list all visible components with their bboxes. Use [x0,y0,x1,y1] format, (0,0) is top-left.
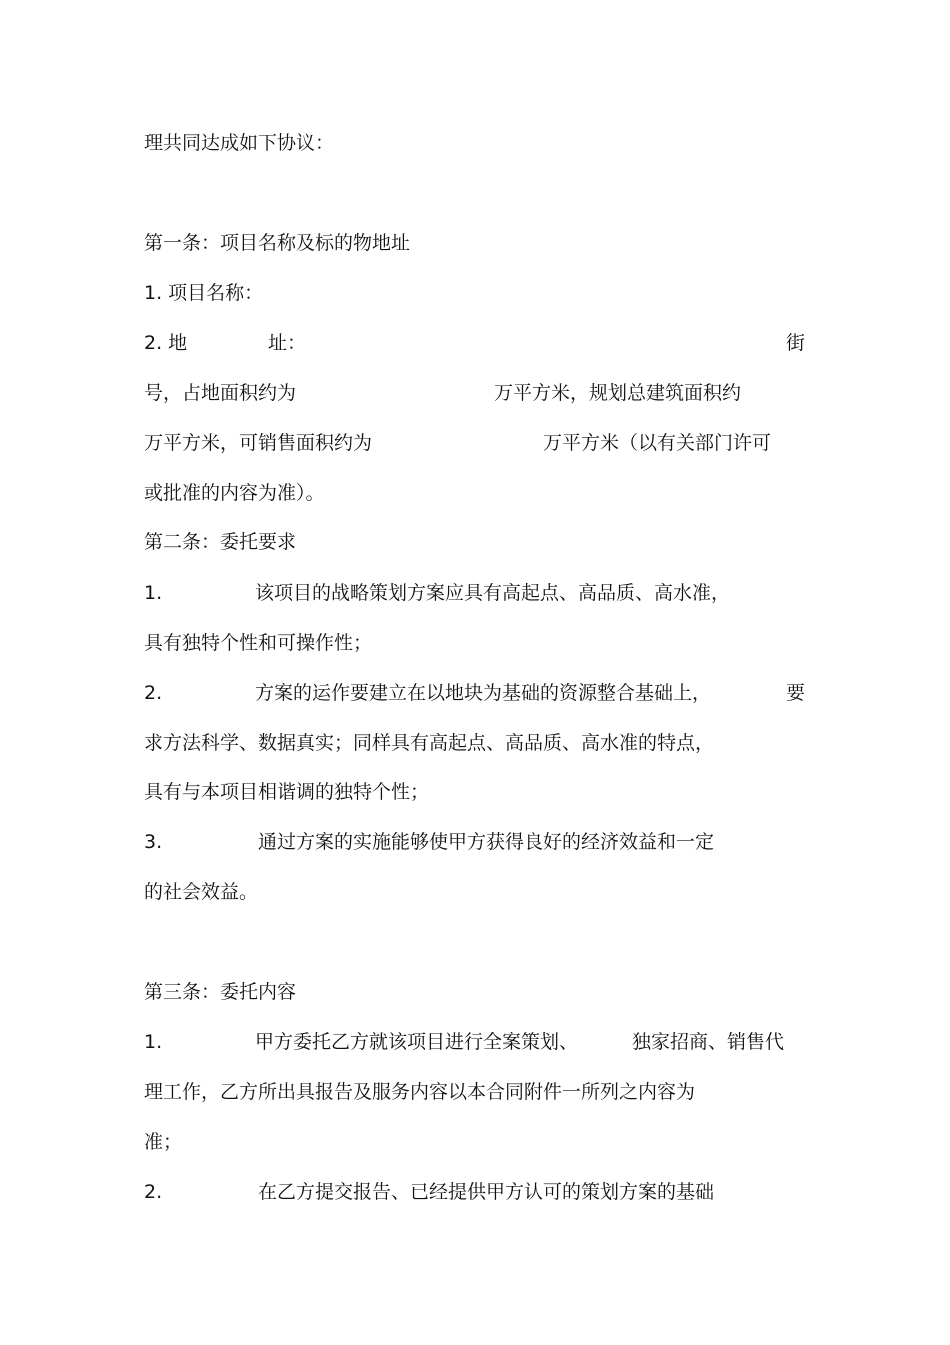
text-segment: 要 [786,682,806,704]
text-segment: 理工作，乙方所出具报告及服务内容以本合同附件一所列之内容为 [144,1081,696,1103]
text-segment: 准； [144,1131,183,1153]
text-segment: 1. 项目名称： [144,282,264,304]
text-segment: 独家招商、销售代 [632,1031,785,1053]
text-segment: 具有与本项目相谐调的独特个性； [144,781,430,803]
text-segment: 该项目的战略策划方案应具有高起点、高品质、高水准， [255,582,731,604]
text-segment: 万平方米，可销售面积约为 [144,432,373,454]
text-segment: 求方法科学、数据真实；同样具有高起点、高品质、高水准的特点， [144,732,715,754]
text-segment: 第三条：委托内容 [144,981,297,1003]
text-segment: 街 [786,332,806,354]
item-number: 2. [144,1181,163,1203]
item-number: 3. [144,831,163,853]
text-segment: 第一条：项目名称及标的物地址 [144,232,411,254]
text-segment: 号，占地面积约为 [144,382,297,404]
text-segment: 2. 地 [144,332,188,354]
text-segment: 址： [268,332,307,354]
item-number: 1. [144,582,163,604]
text-segment: 甲方委托乙方就该项目进行全案策划、 [255,1031,579,1053]
item-number: 2. [144,682,163,704]
text-segment: 通过方案的实施能够使甲方获得良好的经济效益和一定 [258,831,715,853]
text-segment: 理共同达成如下协议： [144,132,335,154]
text-segment: 万平方米，规划总建筑面积约 [494,382,742,404]
text-segment: 方案的运作要建立在以地块为基础的资源整合基础上， [255,682,712,704]
item-number: 1. [144,1031,163,1053]
text-segment: 万平方米（以有关部门许可 [543,432,772,454]
text-segment: 具有独特个性和可操作性； [144,632,373,654]
text-segment: 第二条：委托要求 [144,531,297,553]
text-segment: 在乙方提交报告、已经提供甲方认可的策划方案的基础 [258,1181,715,1203]
text-segment: 或批准的内容为准）。 [144,482,325,504]
text-segment: 的社会效益。 [144,881,259,903]
